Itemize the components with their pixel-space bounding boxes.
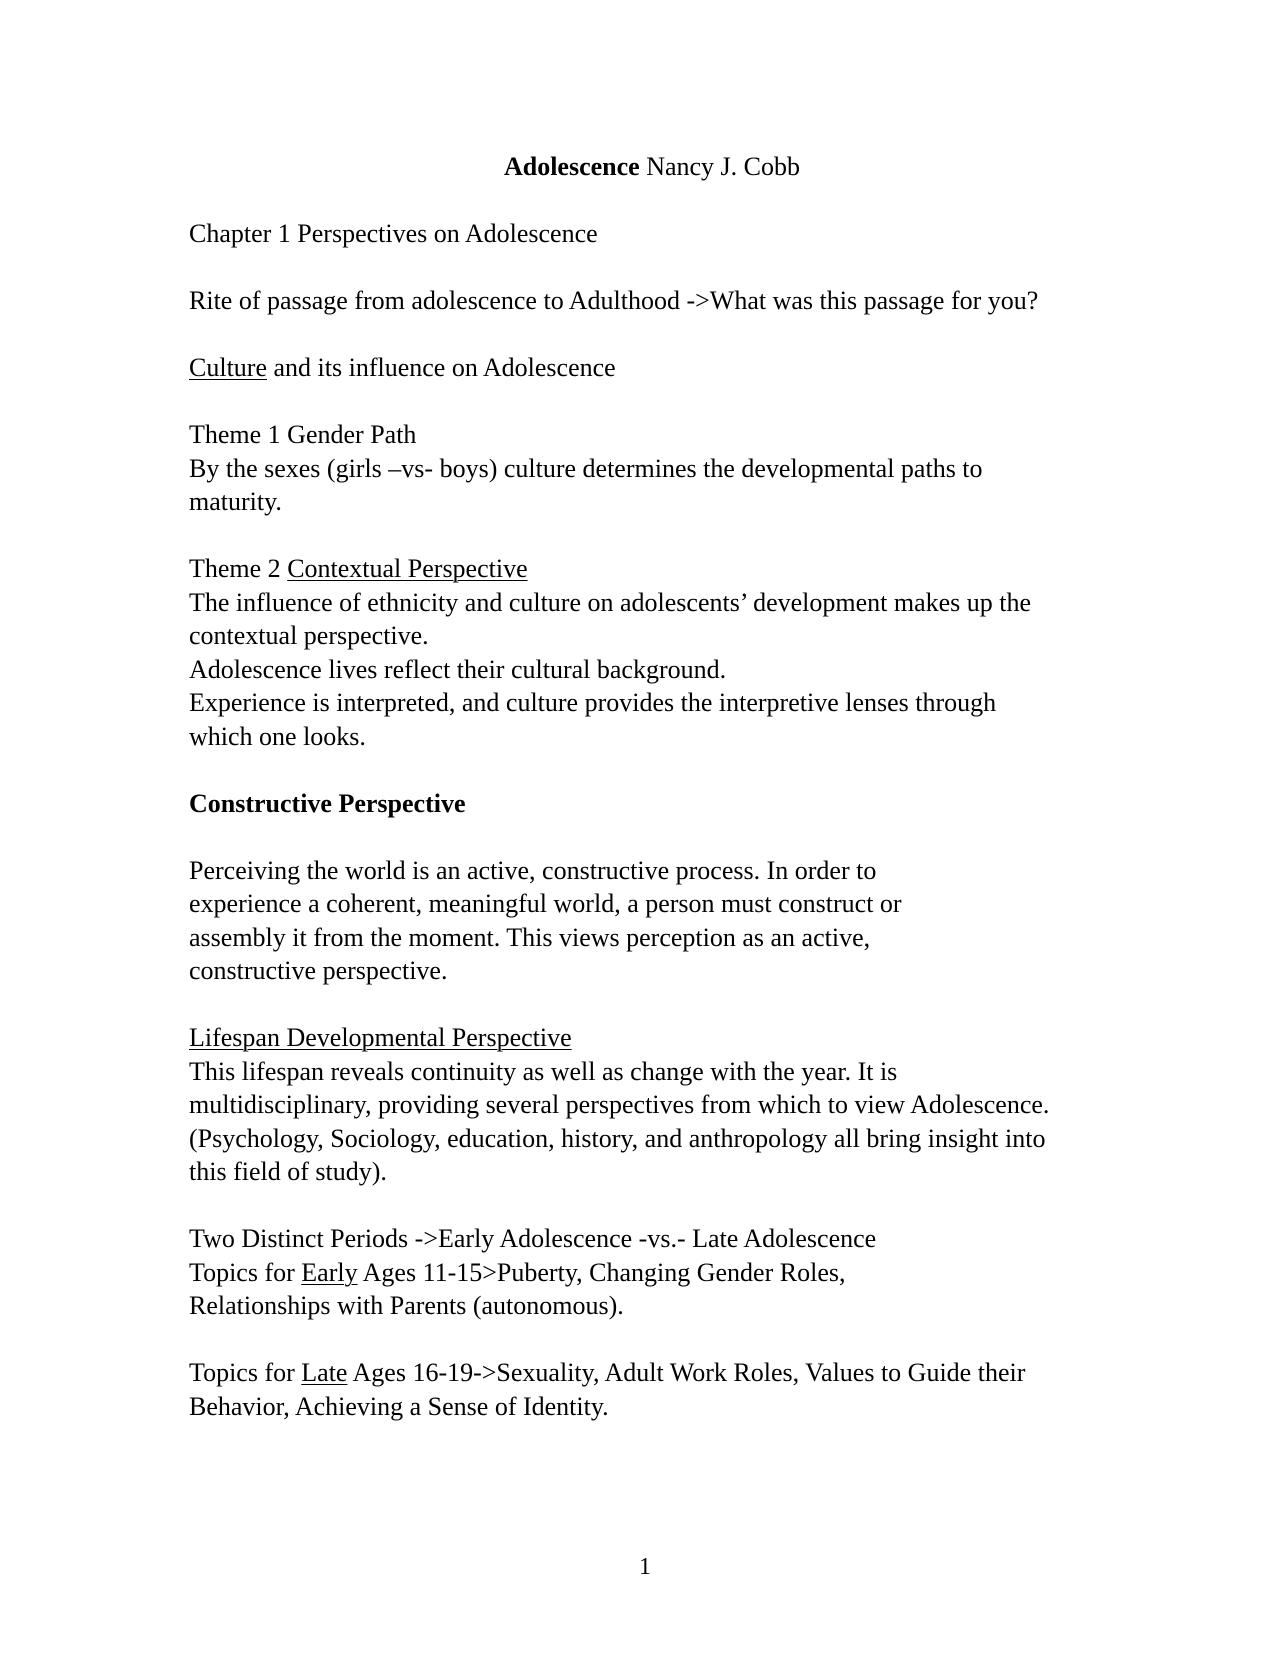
theme2-line2: Adolescence lives reflect their cultural background. <box>189 654 727 684</box>
title-author: Nancy J. Cobb <box>639 152 801 181</box>
theme1-heading: Theme 1 Gender Path <box>189 420 417 449</box>
culture-rest: and its influence on Adolescence <box>267 353 616 382</box>
theme1-text: By the sexes (girls –vs- boys) culture determines the developmental paths to maturity. <box>189 453 983 516</box>
late-rest: Ages 16-19->Sexuality, Adult Work Roles, Values to Guide their Behavior, Achieving a Sense of Identity. <box>189 1358 1026 1421</box>
lifespan-text: This lifespan reveals continuity as well as change with the year. It is multidisciplinary, providing several perspectives from which to view Adolescence. (Psychology, Sociology, education, history, and anthropology all bring insight into this field of study). <box>189 1056 1050 1186</box>
theme2-heading <box>189 552 1089 586</box>
theme2-line3: Experience is interpreted, and culture provides the interpretive lenses through which one looks. <box>189 688 997 751</box>
rite-of-passage-paragraph: Rite of passage from adolescence to Adulthood ->What was this passage for you? <box>189 286 1039 315</box>
late-prefix: Topics for <box>189 1358 302 1387</box>
title-bold: Adolescence <box>503 152 640 181</box>
constructive-text: Perceiving the world is an active, constructive process. In order to experience a coherent, meaningful world, a person must construct or assembly it from the moment. This views perception as an active, constructive perspective. <box>189 855 902 985</box>
theme2-underlined: Contextual Perspective <box>287 554 528 583</box>
constructive-heading: Constructive Perspective <box>189 788 466 818</box>
theme2-prefix: Theme 2 <box>189 554 288 583</box>
early-prefix: Topics for <box>189 1257 302 1287</box>
early-topics <box>189 1256 949 1323</box>
chapter-heading: Chapter 1 Perspectives on Adolescence <box>189 219 598 248</box>
theme2-line1: The influence of ethnicity and culture on adolescents’ development makes up the contextual perspective. <box>189 587 1032 650</box>
document-body <box>189 150 1089 1423</box>
document-title <box>189 150 1089 184</box>
culture-underlined: Culture <box>189 353 267 382</box>
late-topics <box>189 1356 1079 1423</box>
culture-paragraph <box>189 351 1089 385</box>
late-word: Late <box>301 1358 348 1387</box>
early-rest: Ages 11-15>Puberty, Changing Gender Roles, Relationships with Parents (autonomous). <box>189 1257 846 1320</box>
early-word: Early <box>301 1257 358 1287</box>
page-number: 1 <box>639 1554 651 1580</box>
periods-line: Two Distinct Periods ->Early Adolescence -vs.- Late Adolescence <box>189 1224 877 1253</box>
lifespan-heading: Lifespan Developmental Perspective <box>189 1023 572 1052</box>
